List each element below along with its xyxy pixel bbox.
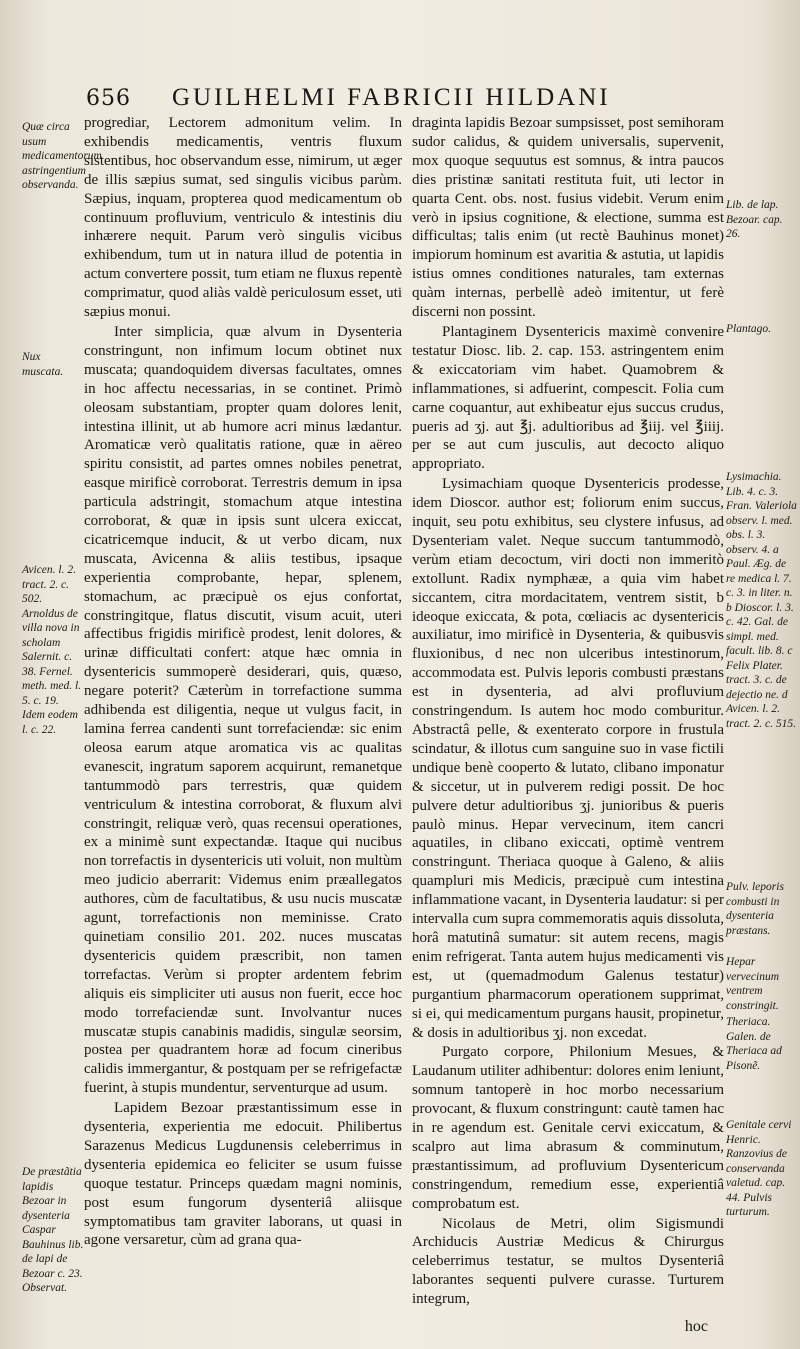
margin-note-left: Avicen. l. 2. tract. 2. c. 502. Arnoldus de villa nova in scholam Salernit. c. 38. Fernel. meth. med. l. 5. c. 19. Idem eodem l. c. 22.: [22, 564, 82, 736]
paragraph: draginta lapidis Bezoar sumpsisset, post semihoram sudor calidus, & quidem universalis, supervenit, mox quoque sequutus est somnus, & intra paucos dies pristinæ sanitati restituta fuit, uti lector in quarta Cent. obs. nost. fusius videbit. Verum enim verò in ipsius cognitione, & electione, summa est difficultas; talis enim (ut rectè Bauhinus monet) impiorum hominum est avaritia & astutia, ut lapidis istius omnes conditiones naturales, tam externas quàm internas, perbellè adeò imitentur, ut ferè discerni non possint.: [412, 115, 724, 321]
catchword: hoc: [684, 1318, 708, 1335]
paragraph: Inter simplicia, quæ alvum in Dysenteria constringunt, non infimum locum obtinet nux muscata; quandoquidem diversas facultates, omnes in hoc affectu necessarias, in se continet. Primò oleosam substantiam, propter quam dolores lenit, intestina illinit, ut ab humore acri minus lædantur. Aromaticæ verò qualitatis ratione, quæ in aëreo spiritu consistit, ad partes omnes nobiles penetrat, easque mirificè corroborat. Terrestris demum in ipsa particula adstringit, stomachum atque intestina corroborat, & quæ in ipsis sunt ulcera exiccat, cicatricemque inducit, & ut verbo dicam, nux muscata, Avicenna & aliis testibus, ipsaque experientia comprobante, hepar, splenem, stomachum, ac præcipuè os ejus confortat, constringitque, flatus discutit, visum acuit, uteri affectibus frigidis mirificè prodest, lenit dolores, & urinæ difficultati confert: atque hæc omnia in dysentericis summoperè desiderari, quis, quæso, negare poterit? Cæterùm in torrefactione summa adhibenda est diligentia, neque ut vulgus facit, in lamina ferrea candenti sunt torrefaciendæ: sic enim oleosa earum atque aromatica vis ac qualitas evanescit, ingratum saporem acquirunt, remanetque tantummodò pars terrestris, quæ quidem ventriculum & intestina corroborat, & fluxum alvi constringit, reliquæ verò, quas recensui operationes, ex a minimè sunt expectandæ. Itaque qui nucibus non torrefactis in dysentericis uti voluit, non multùm meo judicio aberrarit: Videmus enim præallegatos authores, cùm de facultatibus, & usu nucis muscatæ agunt, torrefactionis non meminisse. Crato quinetiam consilio 201. 202. nuces muscatas dysentericis quidem præscribit, non tamen torrefactas. Verùm si propter ardentem febrim aliquis eis simpliciter uti ausus non fuerit, ecce hoc modo torrefaciendæ sunt. Involvantur nuces muscatæ stupis canabinis madidis, singulæ seorsim, postea per quadrantem horæ ad focum cineribus calidis immergantur, & postquam per se refrigefactæ fuerint, à stupis mundentur, serventurque ad usum.: [84, 323, 402, 1097]
margin-note-right: Hepar vervecinum ventrem constringit.: [726, 956, 779, 1012]
paragraph: progrediar, Lectorem admonitum velim. In exhibendis medicamentis, ventris fluxum sistentibus, hoc observandum esse, nimirum, ut æger de illis sæpius sumat, sed singulis vicibus parùm. Sæpius, inquam, propterea quod medicamentum ob continuum profluvium, ventriculo & intestinis diu inhærere nequit. Parum verò singulis vicibus exhibendum, tum ut in natura illud de potentia in actum convertere possit, tum etiam ne fluxus repentè comprimatur, quod aliàs valdè periculosum esset, uti sæpius monui.: [84, 115, 402, 321]
margin-note-left: Quæ circa usum medicamentorum astringentium observanda.: [22, 121, 102, 191]
right-text-column: [412, 114, 724, 1336]
paragraph: Lapidem Bezoar præstantissimum esse in dysenteria, experientia me edocuit. Philibertus Sarazenus Medicus Lugdunensis celeberrimus in dysenteria epidemica eo feliciter se usum fuisse quoque testatur. Princeps quædam magni nominis, post esum fungorum dysenteriâ aliisque symptomatibus tam graviter laborans, ut quasi in agone versaretur, cùm ad grana qua-: [84, 1100, 402, 1249]
margin-note-right: Plantago.: [726, 323, 772, 335]
margin-note-left: De præstãtia lapidis Bezoar in dysenteria Caspar Bauhinus lib. de lapi de Bezoar c. 23. Observat.: [22, 1166, 84, 1294]
page-header: [0, 84, 800, 114]
margin-note-right: Lysimachia. Lib. 4. c. 3. Fran. Valeriola observ. l. med. obs. l. 3. observ. 4. a Paul. Æg. de re medica l. 7. c. 3. in liter. n. b Dioscor. l. 3. c. 42. Gal. de simpl. med. facult. lib. 8. c Felix Plater. tract. 3. c. de dejectio ne. d Avicen. l. 2. tract. 2. c. 515.: [726, 471, 797, 730]
running-title: GUILHELMI FABRICII HILDANI: [172, 84, 611, 111]
page-number: 656: [86, 86, 131, 111]
paragraph: Nicolaus de Metri, olim Sigismundi Archiducis Austriæ Medicus & Chirurgus celeberrimus testatur, se multos Dysenteriâ laborantes sequenti pulvere curasse. Turturem integrum,: [412, 1215, 724, 1308]
paragraph: Lysimachiam quoque Dysentericis prodesse, idem Dioscor. author est; foliorum enim succus, inquit, seu potu exhibitus, seu clystere infusus, ad Dysenteriam valet. Neque succum tantummodò, verùm etiam decoctum, viri docti non immeritò extollunt. Radix nymphææ, a quia vim habet siccantem, citra mordacitatem, ventrem sistit, b ideoque exiccata, & pota, cœliacis ac dysentericis auxiliatur, imo mirificè in Dysenteria, & quibusvis fluxionibus, d nec non ulceribus intestinorum, accommodata est. Pulvis leporis combusti præstans est in dysenteria, ad alvi profluvium constringendum. Is autem hoc modo comburitur. Abstractâ pelle, & exenterato corpore in frustula scindatur, & illotus cum sanguine suo in vase fictili undique benè cooperto & lutato, clibano imponatur & siccetur, ut in pulverem redigi possit. De hoc pulvere detur adultioribus ʒj. junioribus & pueris paulò minus. Hepar vervecinum, item cancri aquatiles, in clibano exiccati, optimè ventrem constringunt. Theriaca quoque à Galeno, & aliis quampluri mis Medicis, præcipuè cum intestina inflammatione vacant, in Dysenteria laudatur: si per intervalla cum supra commemoratis aquis dissoluta, horâ matutinâ sumatur: sit autem recens, magis enim refrigerat. Tanta autem hujus medicamenti vis est, ut (quemadmodum Galenus testatur) purgantium pharmacorum operationem supprimat, si ei, qui medicamentum purgans hausit, propinetur, & dosis in adultioribus ʒj. non excedat.: [412, 476, 724, 1041]
margin-note-right: Pulv. leporis combusti in dysenteria præstans.: [726, 881, 784, 937]
paragraph: Purgato corpore, Philonium Mesues, & Laudanum utiliter adhibentur: dolores enim leniunt, somnum tantoperè in hoc morbo necessarium provocant, & fluxum constringunt: cautè tamen hac in re agendum est. Genitale cervi exiccatum, & scalpro aut lima abrasum & comminutum, præstantissimum, ad profluvium Dysentericum constringendum, remedium esse, experientiâ comprobatum est.: [412, 1044, 724, 1212]
margin-note-left: Nux muscata.: [22, 351, 64, 378]
margin-note-right: Theriaca. Galen. de Theriaca ad Pisonẽ.: [726, 1016, 782, 1072]
left-text-column: [84, 114, 402, 1329]
paragraph: Plantaginem Dysentericis maximè convenire testatur Diosc. lib. 2. cap. 153. astringentem enim & exiccatoriam vim habet. Quamobrem & inflammationes, si adfuerint, compescit. Folia cum carne coquantur, aut exhibeatur ejus succus crudus, pueris ad ʒj. aut ℥j. adultioribus ad ℥iij. vel ℥iiij. per se aut cum jusculis, aut decocto aliquo appropriato.: [412, 323, 724, 473]
margin-note-right: Lib. de lap. Bezoar. cap. 26.: [726, 199, 783, 240]
margin-note-right: Genitale cervi Henric. Ranzovius de conservanda valetud. cap. 44. Pulvis turturum.: [726, 1119, 792, 1218]
